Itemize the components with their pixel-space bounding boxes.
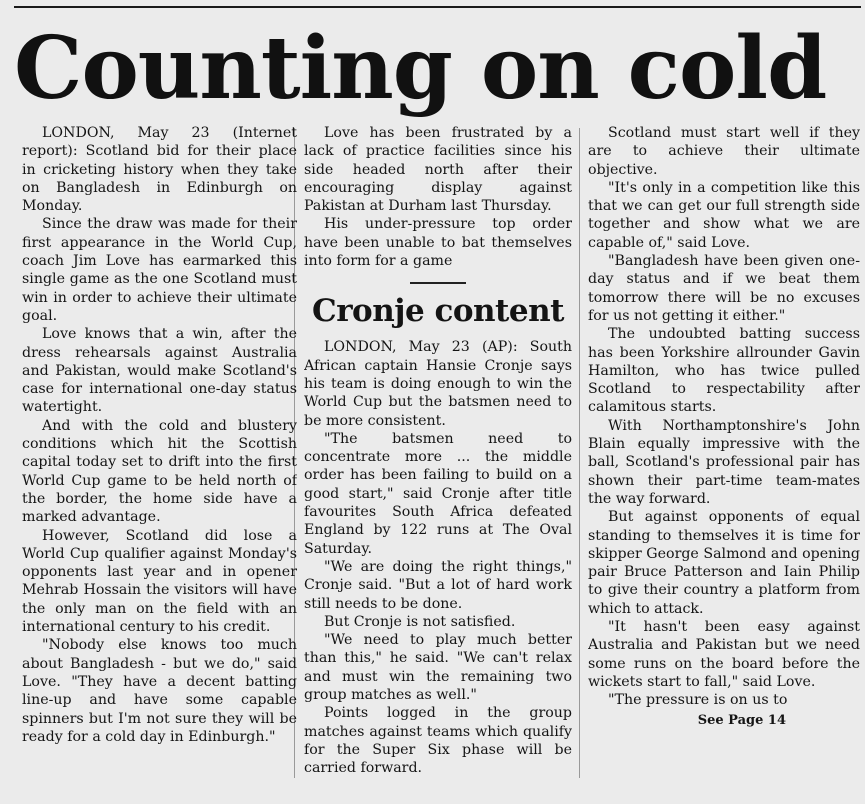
subhead-rule: [410, 282, 466, 284]
article-column-3: [588, 124, 860, 800]
paragraph: "We need to play much better than this," he said. "We can't relax and must win the remaining two group matches as well.": [304, 632, 572, 704]
paragraph: His under-pressure top order have been unable to bat themselves into form for a game: [304, 216, 572, 270]
column-divider: [579, 128, 580, 778]
paragraph: LONDON, May 23 (AP): South African captain Hansie Cronje says his team is doing enough to win the World Cup but the batsmen need to be more consistent.: [304, 339, 572, 429]
paragraph: Love has been frustrated by a lack of practice facilities since his side headed north after their encouraging display against Pakistan at Durham last Thursday.: [304, 125, 572, 215]
continued-on-page-jump: See Page 14: [697, 712, 786, 728]
paragraph: "It's only in a competition like this that we can get our full strength side together and show what we are capable of," said Love.: [588, 179, 860, 251]
paragraph: The undoubted batting success has been Yorkshire allrounder Gavin Hamilton, who has twice pulled Scotland to respectability after calamitous starts.: [588, 326, 860, 416]
paragraph: However, Scotland did lose a World Cup qualifier against Monday's opponents last year and in opener Mehrab Hossain the visitors will have the only man on the field with an international century to his credit.: [22, 527, 297, 636]
paragraph: Points logged in the group matches against teams which qualify for the Super Six phase will be carried forward.: [304, 705, 572, 777]
paragraph: But Cronje is not satisfied.: [324, 613, 516, 630]
article-column-1: [22, 124, 297, 800]
headline: Counting on cold: [14, 18, 827, 119]
paragraph: But against opponents of equal standing to themselves it is time for skipper George Salmond and opening pair Bruce Patterson and Iain Philip to give their country a platform from which to attack.: [588, 509, 860, 617]
paragraph: "We are doing the right things," Cronje said. "But a lot of hard work still needs to be done.: [304, 558, 572, 612]
paragraph: LONDON, May 23 (Internet report): Scotland bid for their place in cricketing history when they take on Bangladesh in Edinburgh on Monday.: [22, 125, 297, 215]
paragraph: "Nobody else knows too much about Bangladesh - but we do," said Love. "They have a decent batting line-up and have some capable spinners but I'm not sure they will be ready for a cold day in Edinburgh.": [22, 637, 297, 745]
paragraph: "It hasn't been easy against Australia and Pakistan but we need some runs on the board before the wickets start to fall," said Love.: [588, 619, 860, 690]
article-column-2: [304, 124, 572, 800]
paragraph: And with the cold and blustery conditions which hit the Scottish capital today set to drift into the first World Cup game to be held north of the border, the home side have a marked advantage.: [22, 417, 297, 526]
subheadline: Cronje content: [312, 293, 564, 330]
paragraph: With Northamptonshire's John Blain equally impressive with the ball, Scotland's professional pair has shown their part-time team-mates the way forward.: [588, 417, 860, 507]
paragraph: "Bangladesh have been given one-day status and if we beat them tomorrow there will be no excuses for us not getting it either.": [588, 253, 860, 324]
paragraph: Scotland must start well if they are to achieve their ultimate objective.: [588, 125, 860, 178]
top-rule: [14, 6, 861, 8]
paragraph: Love knows that a win, after the dress rehearsals against Australia and Pakistan, would make Scotland's case for international one-day status watertight.: [22, 326, 297, 416]
paragraph: "The batsmen need to concentrate more ... the middle order has been failing to build on a good start," said Cronje after title favourites South Africa defeated England by 122 runs at The Oval Saturday.: [304, 430, 572, 557]
paragraph: Since the draw was made for their first appearance in the World Cup, coach Jim Love has earmarked this single game as the one Scotland must win in order to achieve their ultimate goal.: [22, 216, 297, 324]
paragraph: "The pressure is on us to: [608, 692, 788, 709]
